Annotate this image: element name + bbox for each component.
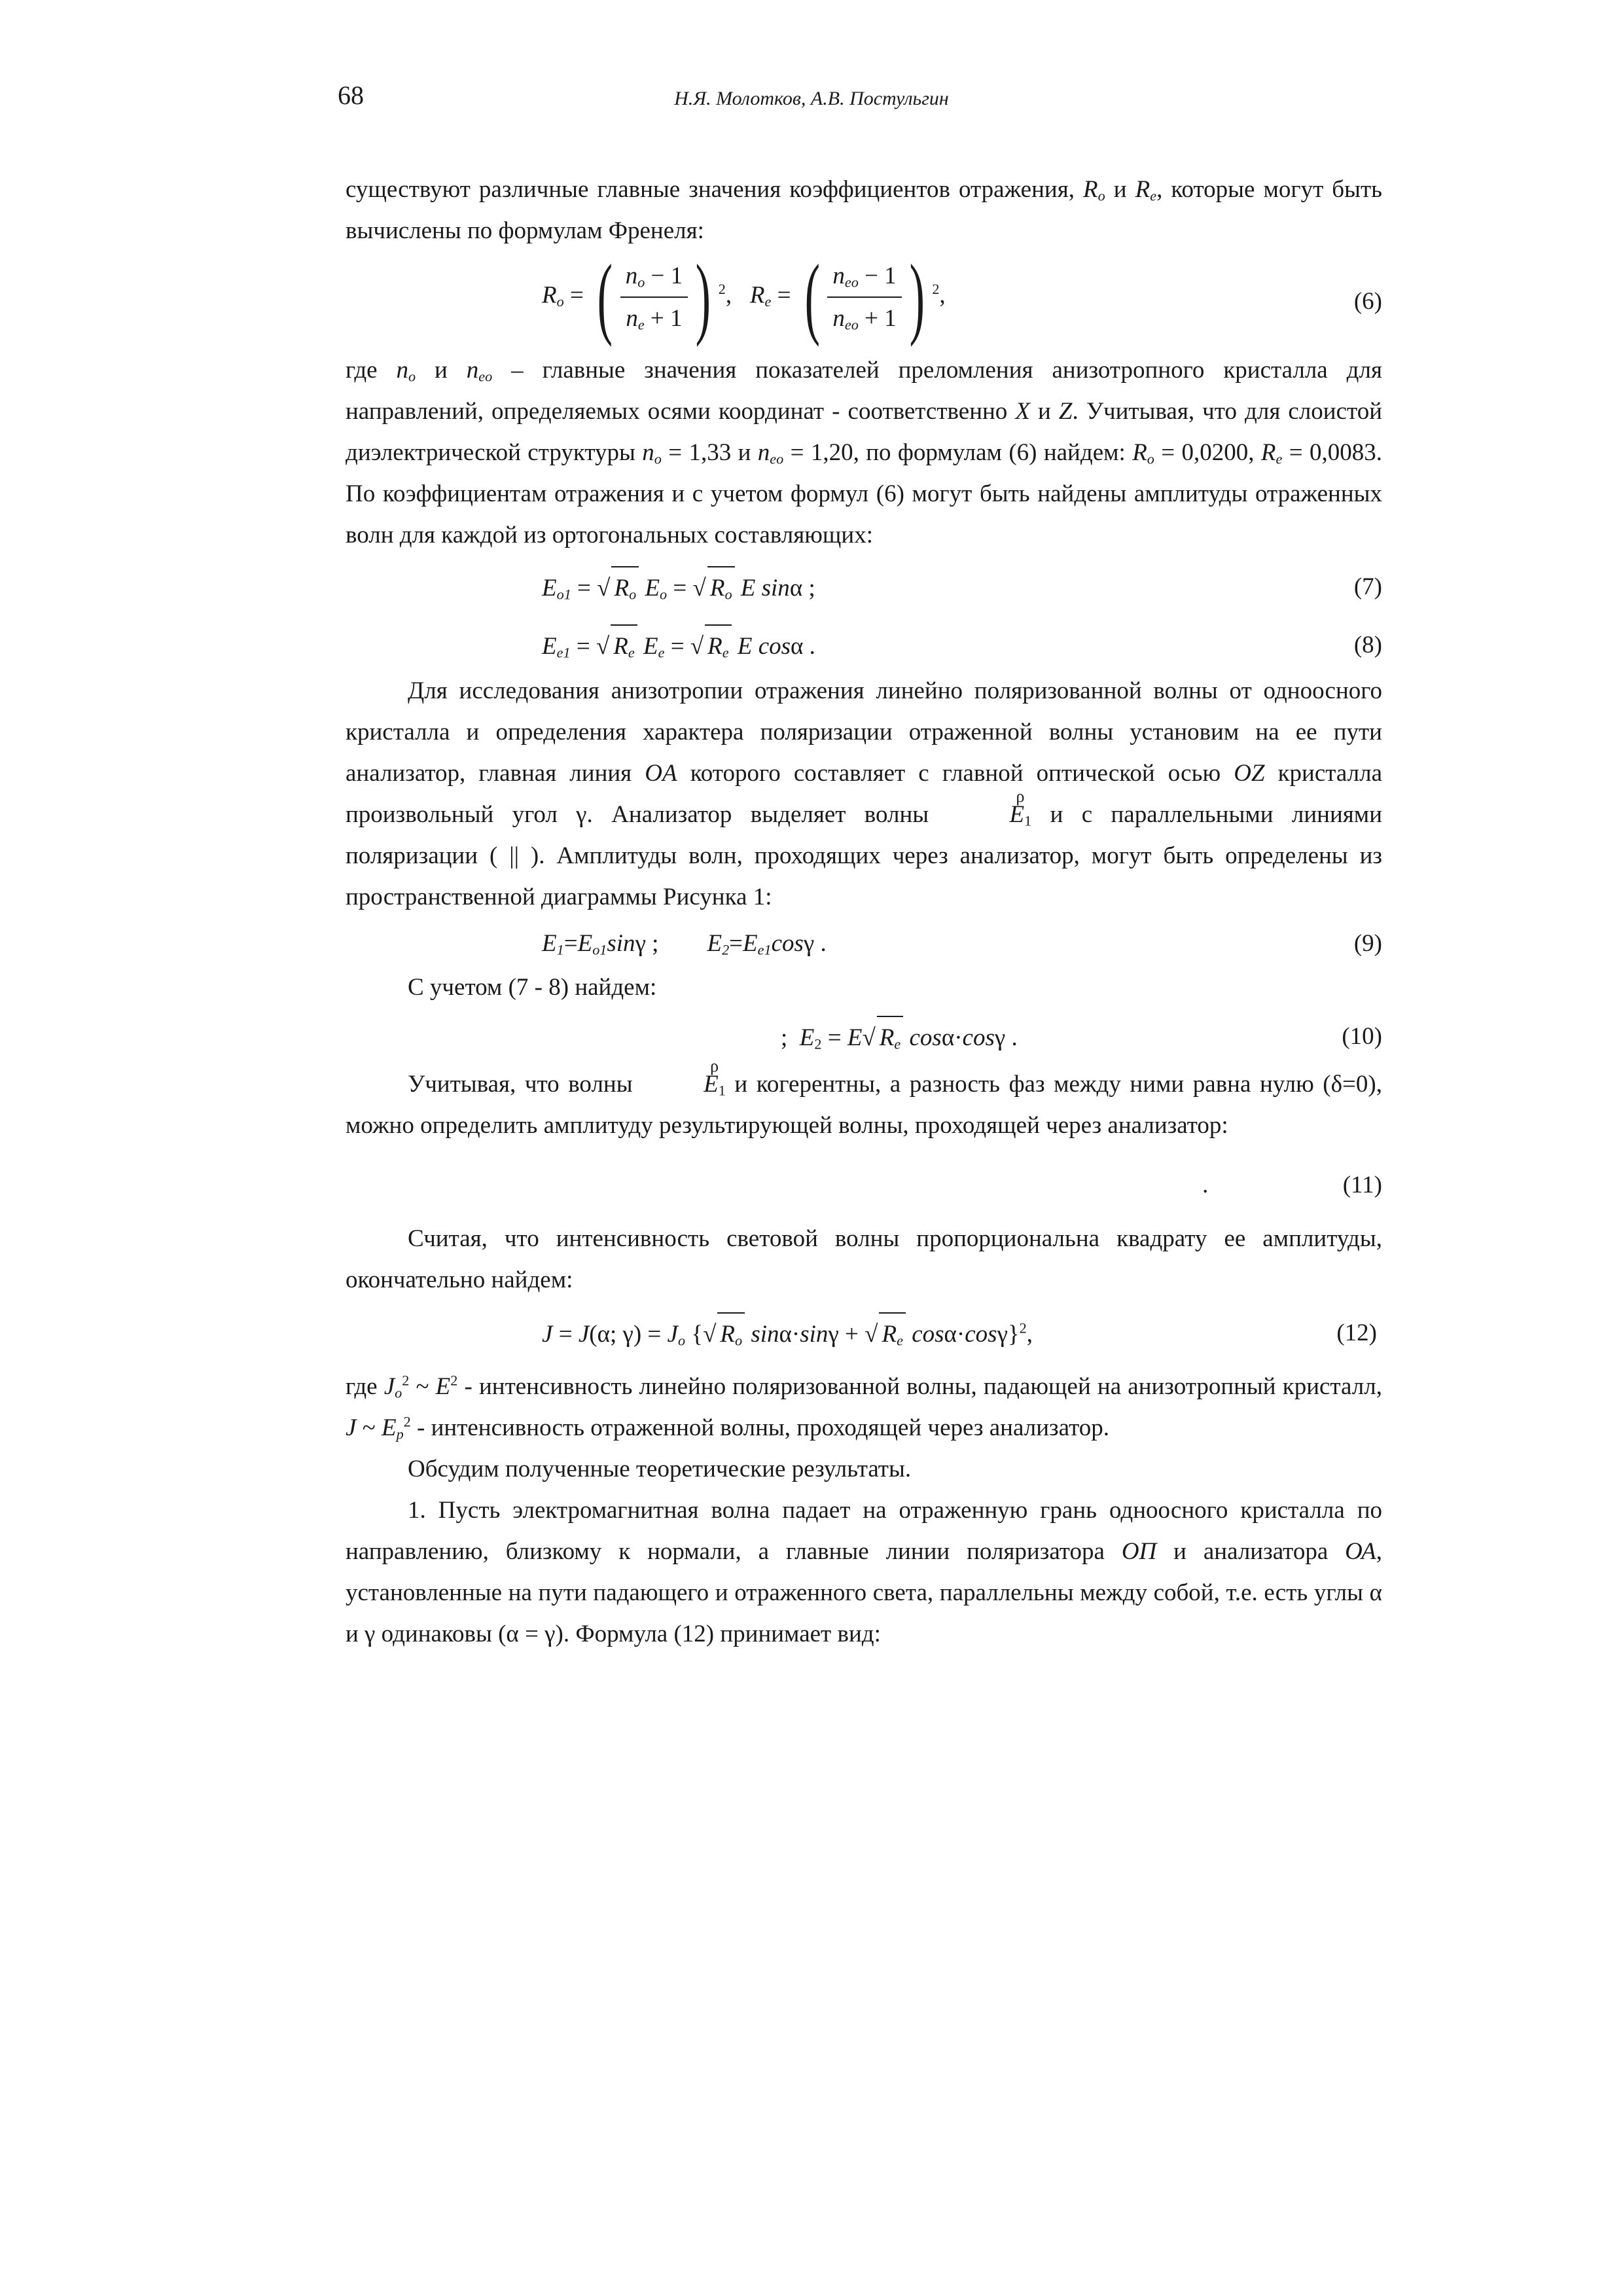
paragraph-5: Учитывая, что волны ρ $E_1$ и когерентны, а разность фаз между ними равна нулю (δ=0), можно определить амплитуду результирующей волны, проходящей через анализатор: (346, 1064, 1382, 1146)
equation-number: (9) (1353, 930, 1382, 957)
body-text (346, 169, 1382, 1655)
paragraph-4: С учетом (7 - 8) найдем: (408, 974, 657, 1001)
equation-number: (10) (1342, 1023, 1382, 1050)
equation-number: (8) (1353, 632, 1382, 658)
paragraph-9: 1. Пусть электромагнитная волна падает на отраженную грань одноосного кристалла по направлению, близкому к нормали, а главные линии поляризатора ОП и анализатора ОА, установленные на пути падающего и отраженного света, параллельны между собой, т.е. есть углы α и γ одинаковы (α = γ). Формула (12) принимает вид: (346, 1497, 1382, 1647)
paragraph-1: существуют различные главные значения коэффициентов отражения, $R_o$ и $R_e$, которые могут быть вычислены по формулам Френеля: (346, 176, 1383, 244)
equation-7: $E_{o1}$ = √ $R_o$ $E_o$ = √ $R_o$ E sinα ; (7) (346, 556, 1382, 618)
equation-11: . (11) (346, 1146, 1382, 1218)
equation-6: $R_o$ = ( $\frac{n_o - 1}{n_e + 1}$ ) $^2$, $R_e$ = ( $\frac{n_{eo} - 1}{n_{eo} + 1}$ ) $^2$, (6) (542, 246, 1382, 348)
paragraph-7: где $J_o^2$ ~ $E^2$ - интенсивность линейно поляризованной волны, падающей на анизотропный кристалл, J ~ $E_p^2$ - интенсивность отраженной волны, проходящей через анализатор. (346, 1372, 1382, 1443)
page-number: 68 (338, 81, 364, 110)
equation-10: ; $E_2 = E√$ $R_e$ cosα·cosγ . (10) (346, 1008, 1382, 1064)
equation-number: (12) (1336, 1319, 1377, 1346)
equation-12: J = J(α; $\gamma) = J_o$ {√ $R_o$ sinα·sinγ + √ $R_e$ cosα·cosγ}$^2$, (12) (346, 1300, 1382, 1366)
equation-number: (11) (1342, 1172, 1382, 1198)
equation-number: (6) (1353, 288, 1382, 315)
paragraph-6: Считая, что интенсивность световой волны пропорциональна квадрату ее амплитуды, окончательно найдем: (346, 1225, 1382, 1293)
paragraph-2: где $n_o$ и $n_{eo}$ – главные значения показателей преломления анизотропного кристалла для направлений, определяемых осями координат - соответственно X и Z. Учитывая, что для слоистой диэлектрической структуры $n_o = 1,33$ и $n_{eo} = 1,20$, по формулам (6) найдем: $R_o = 0,0200$, $R_e = 0,0083$. По коэффициентам отражения и с учетом формул (6) могут быть найдены амплитуды отраженных волн для каждой из ортогональных составляющих: (346, 357, 1383, 548)
equation-number: (7) (1353, 573, 1382, 600)
equation-9: $E_1=E_{o1}\sin\gamma$ ; $E_2=E_{e1}\cos\gamma$ . (9) (346, 918, 1382, 967)
paragraph-8: Обсудим полученные теоретические результаты. (408, 1456, 912, 1482)
running-head: Н.Я. Молотков, А.В. Постульгин (674, 88, 949, 109)
paragraph-3: Для исследования анизотропии отражения линейно поляризованной волны от одноосного кристалла и определения характера поляризации отраженной волны установим на ее пути анализатор, главная линия OA которого составляет с главной оптической осью OZ кристалла произвольный угол γ. Анализатор выделяет волны ρ $E_1$ и с параллельными линиями поляризации ( || ). Амплитуды волн, проходящих через анализатор, могут быть определены из пространственной диаграммы Рисунка 1: (346, 670, 1382, 918)
equation-8: $E_{e1}$ = √ $R_e$ $E_e$ = √ $R_e$ E cosα . (8) (346, 618, 1382, 670)
